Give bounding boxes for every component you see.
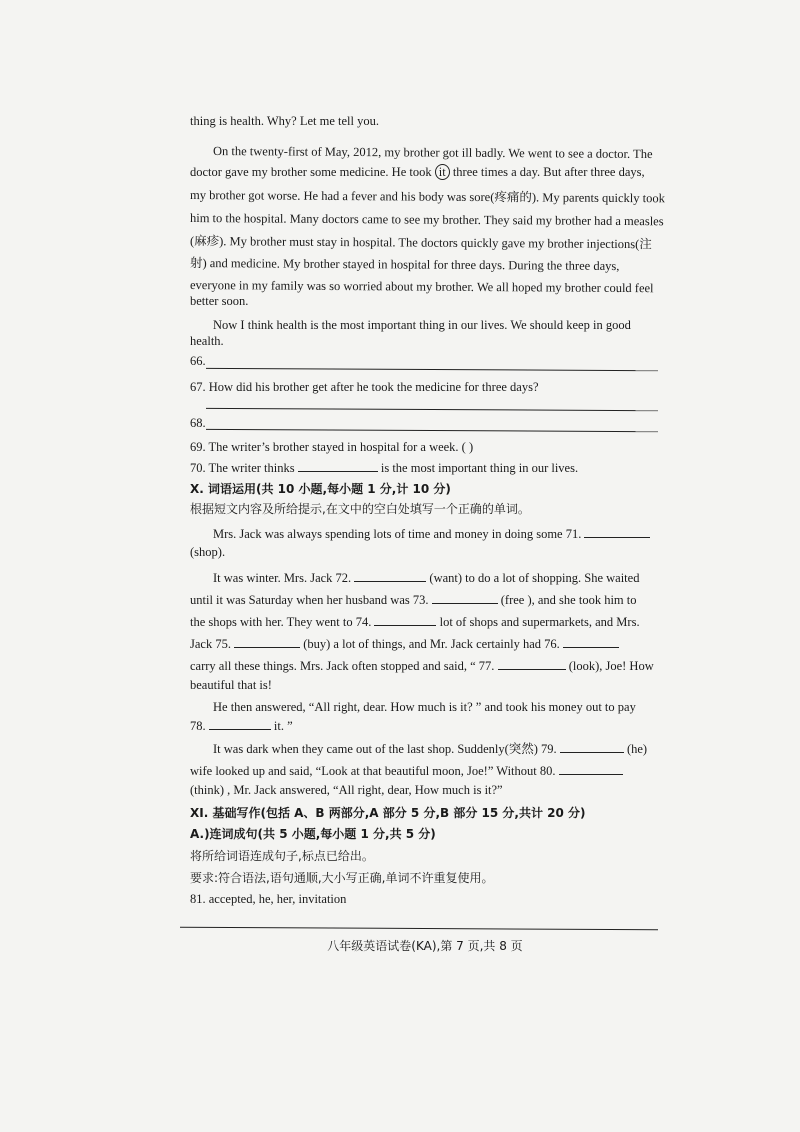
cloze-text: He then answered, “All right, dear. How much is it? ” and took his money out to pay <box>213 700 636 714</box>
passage-line <box>190 233 660 252</box>
blank-72[interactable] <box>354 570 426 582</box>
passage-text: him to the hospital. Many doctors came to see my brother. They said my brother had a measles <box>189 211 664 229</box>
cloze-text: carry all these things. Mrs. Jack often stopped and said, “ 77. <box>190 659 495 673</box>
section-title: X. 词语运用(共 10 小题,每小题 1 分,计 10 分) <box>190 482 451 496</box>
blank-71[interactable] <box>584 526 650 538</box>
question-text: 69. The writer’s brother stayed in hospital for a week. ( ) <box>190 440 474 454</box>
cloze-line <box>213 526 683 542</box>
cloze-line <box>190 677 660 693</box>
passage-text: 射) and medicine. My brother stayed in hospital for three days. During the three days, <box>189 256 620 273</box>
cloze-text: (look), Joe! How <box>568 659 654 673</box>
cloze-text: (want) to do a lot of shopping. She waited <box>429 571 640 585</box>
cloze-line <box>190 614 660 630</box>
answer-line-81[interactable] <box>180 927 658 931</box>
passage-line <box>190 293 660 309</box>
blank-79[interactable] <box>560 741 624 753</box>
cloze-text: Mrs. Jack was always spending lots of time and money in doing some 71. <box>213 527 582 541</box>
passage-text: better soon. <box>190 294 249 308</box>
cloze-line <box>213 570 683 586</box>
section-xi-title <box>190 805 660 821</box>
question-number: 68. <box>190 416 206 430</box>
question-66 <box>190 353 660 369</box>
passage-text: three times a day. But after three days, <box>452 165 645 179</box>
instruction-text: 将所给词语连成句子,标点已给出。 <box>190 849 374 863</box>
blank-74[interactable] <box>374 614 436 626</box>
cloze-text: (think) , Mr. Jack answered, “All right, dear, How much is it?” <box>190 783 503 797</box>
blank-76[interactable] <box>563 636 619 648</box>
cloze-text: (buy) a lot of things, and Mr. Jack certainly had 76. <box>303 637 560 651</box>
cloze-text: until it was Saturday when her husband was 73. <box>190 593 429 607</box>
cloze-text: (he) <box>626 742 648 756</box>
passage-line <box>190 333 660 349</box>
cloze-text: beautiful that is! <box>190 678 272 692</box>
blank-77[interactable] <box>498 658 566 670</box>
passage-line <box>213 317 683 333</box>
cloze-text: wife looked up and said, “Look at that beautiful moon, Joe!” Without 80. <box>190 764 556 778</box>
cloze-line <box>190 592 660 608</box>
circled-word: it <box>435 164 450 180</box>
cloze-text: (shop). <box>190 545 226 559</box>
section-xi-part-a <box>190 826 660 842</box>
passage-text: doctor gave my brother some medicine. He took <box>190 165 432 179</box>
cloze-text: 78. <box>190 719 206 733</box>
cloze-line <box>190 782 660 798</box>
passage-line <box>190 255 660 274</box>
page-footer <box>190 937 660 954</box>
blank-73[interactable] <box>432 592 498 604</box>
question-text: 81. accepted, he, her, invitation <box>190 892 347 906</box>
question-70 <box>190 460 660 476</box>
question-text: is the most important thing in our lives. <box>380 461 579 475</box>
passage-line <box>189 187 665 206</box>
cloze-text: (free ), and she took him to <box>500 593 637 607</box>
instruction-text: 根据短文内容及所给提示,在文中的空白处填写一个正确的单词。 <box>190 502 530 516</box>
question-67 <box>190 379 660 395</box>
cloze-line <box>190 544 660 560</box>
question-number: 66. <box>190 354 206 368</box>
cloze-text: It was dark when they came out of the last shop. Suddenly(突然) 79. <box>213 742 557 756</box>
passage-line <box>190 113 660 129</box>
passage-text: thing is health. Why? Let me tell you. <box>190 114 379 128</box>
part-title: A.)连词成句(共 5 小题,每小题 1 分,共 5 分) <box>190 827 436 841</box>
cloze-text: lot of shops and supermarkets, and Mrs. <box>439 615 640 629</box>
passage-text: Now I think health is the most important thing in our lives. We should keep in good <box>213 318 631 332</box>
question-81 <box>190 891 660 907</box>
section-xi-requirement <box>190 870 660 886</box>
cloze-text: It was winter. Mrs. Jack 72. <box>213 571 352 585</box>
passage-text: On the twenty-first of May, 2012, my brother got ill badly. We went to see a doctor. The <box>212 144 653 162</box>
cloze-line <box>213 741 683 757</box>
section-xi-instruction <box>190 848 660 864</box>
cloze-line <box>213 699 683 715</box>
passage-line <box>190 164 660 180</box>
cloze-line <box>190 658 660 674</box>
cloze-text: Jack 75. <box>190 637 231 651</box>
passage-line <box>213 143 683 162</box>
answer-line-67[interactable] <box>206 408 658 411</box>
cloze-line <box>190 636 660 652</box>
section-x-title <box>190 481 660 497</box>
blank-78[interactable] <box>209 718 271 730</box>
question-text: 67. How did his brother get after he took the medicine for three days? <box>190 380 539 394</box>
footer-text: 八年级英语试卷(KA),第 7 页,共 8 页 <box>327 939 523 953</box>
passage-text: everyone in my family was so worried about my brother. We all hoped my brother could feel <box>189 278 654 296</box>
section-x-instruction <box>190 501 660 517</box>
section-title: XI. 基础写作(包括 A、B 两部分,A 部分 5 分,B 部分 15 分,共计 20 分) <box>190 806 586 820</box>
passage-text: (麻疹). My brother must stay in hospital. The doctors quickly gave my brother injections(注 <box>189 234 652 252</box>
blank-75[interactable] <box>234 636 300 648</box>
question-69 <box>190 439 660 455</box>
blank-70[interactable] <box>298 460 378 472</box>
passage-text: my brother got worse. He had a fever and his body was sore(疼痛的). My parents quickly took <box>189 188 665 206</box>
passage-text: health. <box>190 334 224 348</box>
cloze-text: it. ” <box>273 719 293 733</box>
instruction-text: 要求:符合语法,语句通顺,大小写正确,单词不许重复使用。 <box>190 871 494 885</box>
cloze-line <box>190 718 660 734</box>
cloze-line <box>190 763 660 779</box>
question-text: 70. The writer thinks <box>190 461 295 475</box>
cloze-text: the shops with her. They went to 74. <box>190 615 372 629</box>
passage-line <box>189 210 664 229</box>
blank-80[interactable] <box>559 763 623 775</box>
